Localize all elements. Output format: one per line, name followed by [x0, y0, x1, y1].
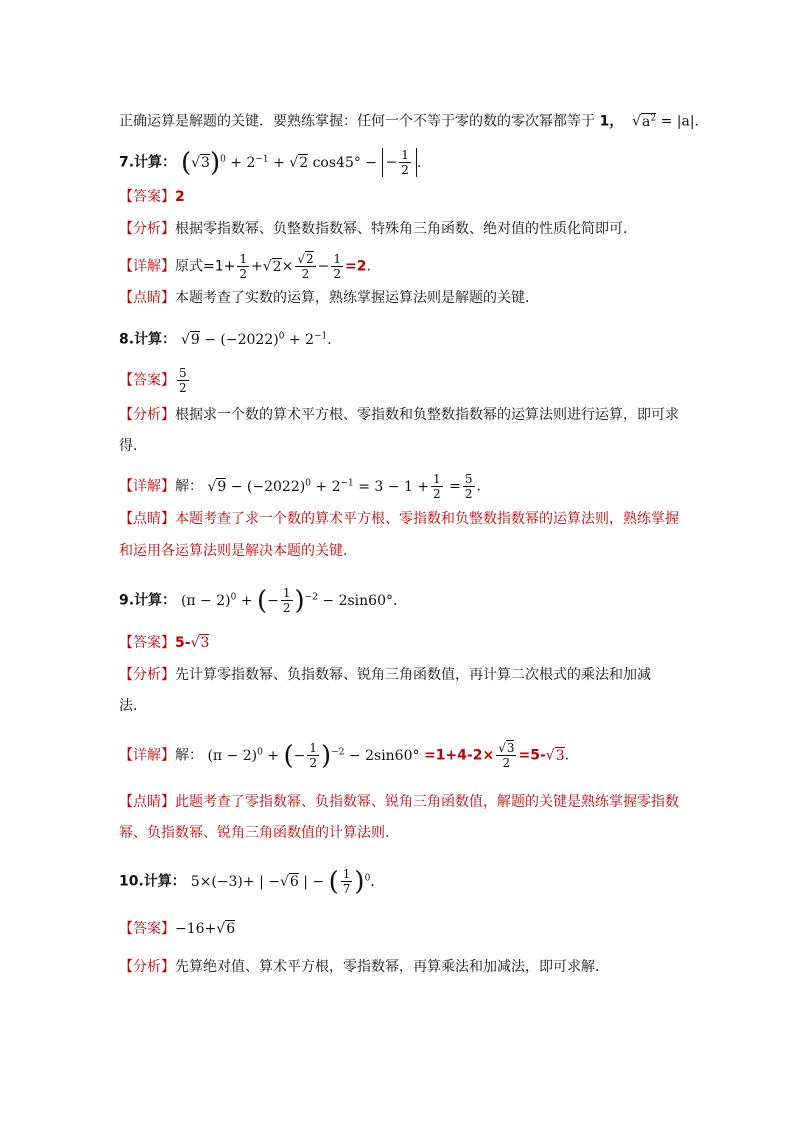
q7-label: 7.计算： — [119, 154, 177, 171]
q9-comment-1 — [119, 792, 679, 812]
q8-detail-lead: 解： — [175, 478, 203, 495]
q8-analysis-2: 得． — [119, 438, 147, 454]
q9-comment-2: 幂、负指数幂、锐角三角函数值的计算法则． — [119, 825, 399, 841]
q10-answer-value: −16+ — [175, 921, 217, 937]
q8-answer-tag: 【答案】 — [119, 372, 175, 389]
q9-expression: $(\pi - 2)^0$ + (− $\frac{1}{2}$ )$^{-2}$ − 2sin60°． — [180, 585, 407, 616]
q8-answer-fraction: $\frac{5}{2}$ — [179, 366, 187, 395]
q9-detail-lead: 解： — [175, 747, 203, 764]
q10-answer: 【答案】−16+√6 — [119, 921, 236, 937]
q9-answer: 【答案】5-√3 — [119, 635, 210, 651]
q10-analysis-text: 先算绝对值、算术平方根，零指数幂，再算乘法和加减法，即可求解． — [175, 959, 609, 975]
q8-analysis-1 — [119, 405, 679, 425]
q7-detail: 【详解】原式=1+ $\frac{1}{2}$ +√2× $\frac{√2}{2}$ − $\frac{1}{2}$ =2. — [119, 252, 371, 281]
q8-comment-2: 和运用各运算法则是解决本题的关键． — [119, 543, 357, 559]
q7-analysis-text: 根据零指数幂、负整数指数幂、特殊角三角函数、绝对值的性质化简即可． — [175, 221, 637, 237]
q10-label: 10.计算： — [119, 873, 186, 890]
q9-detail-tag: 【详解】 — [119, 747, 175, 764]
q7-comment-tag: 【点睛】 — [119, 290, 175, 306]
q7-answer — [119, 187, 185, 207]
intro-formula: $√a^2 = |a|$ — [627, 113, 695, 130]
q8-comment-1 — [119, 509, 679, 529]
q8-label: 8.计算： — [119, 331, 177, 348]
q8-comment-tag: 【点睛】 — [119, 511, 175, 527]
q9-comment-tag: 【点睛】 — [119, 794, 175, 810]
q10-answer-tag: 【答案】 — [119, 921, 175, 937]
q7-answer-tag: 【答案】 — [119, 189, 175, 205]
intro-line — [119, 108, 709, 132]
q10-expression: 5×(−3)+ | −√6 | − ( $\frac{1}{7}$ )$^0$． — [190, 866, 385, 897]
q7-detail-tag: 【详解】 — [119, 258, 175, 275]
q8-detail-tag: 【详解】 — [119, 478, 175, 495]
q9-analysis-2: 法． — [119, 698, 147, 714]
q9-detail-end: =5- — [518, 747, 546, 764]
q9-answer-value: 5- — [175, 635, 191, 651]
q9-detail-mid: =1+4-2× — [423, 747, 495, 764]
q7-question — [119, 148, 421, 177]
q7-comment — [119, 288, 539, 308]
q7-detail-lead: 原式=1+ — [175, 258, 236, 275]
q8-answer — [119, 366, 191, 395]
intro-one: 1， — [599, 113, 624, 130]
q8-question — [119, 326, 341, 350]
q9-question — [119, 586, 407, 615]
q9-answer-tag: 【答案】 — [119, 635, 175, 651]
q10-analysis — [119, 957, 609, 977]
q10-question — [119, 867, 384, 896]
intro-text: 正确运算是解题的关键．要熟练掌握：任何一个不等于零的数的零次幂都等于 — [119, 113, 600, 130]
q8-expression: $√9 - (-2022)^0 + 2^{-1}$． — [180, 331, 342, 348]
q7-analysis-tag: 【分析】 — [119, 221, 175, 237]
q7-expression: $(√3)^0 + 2^{-1} + √2$ cos45° − − $\frac{1}{2}$ . — [180, 147, 422, 178]
q8-comment-text-1: 本题考查了求一个数的算术平方根、零指数和负整数指数幂的运算法则，熟练掌握 — [175, 511, 679, 527]
q8-detail: 【详解】解： $√9 - (-2022)^0 + 2^{-1} = 3 - 1$ + $\frac{1}{2}$ = $\frac{5}{2}$ ． — [119, 472, 491, 501]
q7-detail-result: =2 — [345, 258, 367, 275]
q9-comment-text-1: 此题考查了零指数幂、负指数幂、锐角三角函数值，解题的关键是熟练掌握零指数 — [175, 794, 679, 810]
q9-analysis-tag: 【分析】 — [119, 667, 175, 683]
q8-analysis-text-1: 根据求一个数的算术平方根、零指数和负整数指数幂的运算法则进行运算，即可求 — [175, 407, 679, 423]
q9-label: 9.计算： — [119, 592, 177, 609]
q9-analysis-1 — [119, 665, 651, 685]
q9-analysis-text-1: 先计算零指数幂、负指数幂、锐角三角函数值，再计算二次根式的乘法和加减 — [175, 667, 651, 683]
q10-analysis-tag: 【分析】 — [119, 959, 175, 975]
q7-answer-value: 2 — [175, 189, 185, 205]
q8-analysis-tag: 【分析】 — [119, 407, 175, 423]
q7-comment-text: 本题考查了实数的运算，熟练掌握运算法则是解题的关键． — [175, 290, 539, 306]
q9-detail: 【详解】解： $(\pi - 2)^0$ + (− $\frac{1}{2}$ )$^{-2}$ − 2sin60° =1+4-2× $\frac{√3}{2}$ =5-√3． — [119, 740, 579, 771]
q7-analysis — [119, 219, 637, 239]
intro-tail: ． — [694, 113, 709, 130]
